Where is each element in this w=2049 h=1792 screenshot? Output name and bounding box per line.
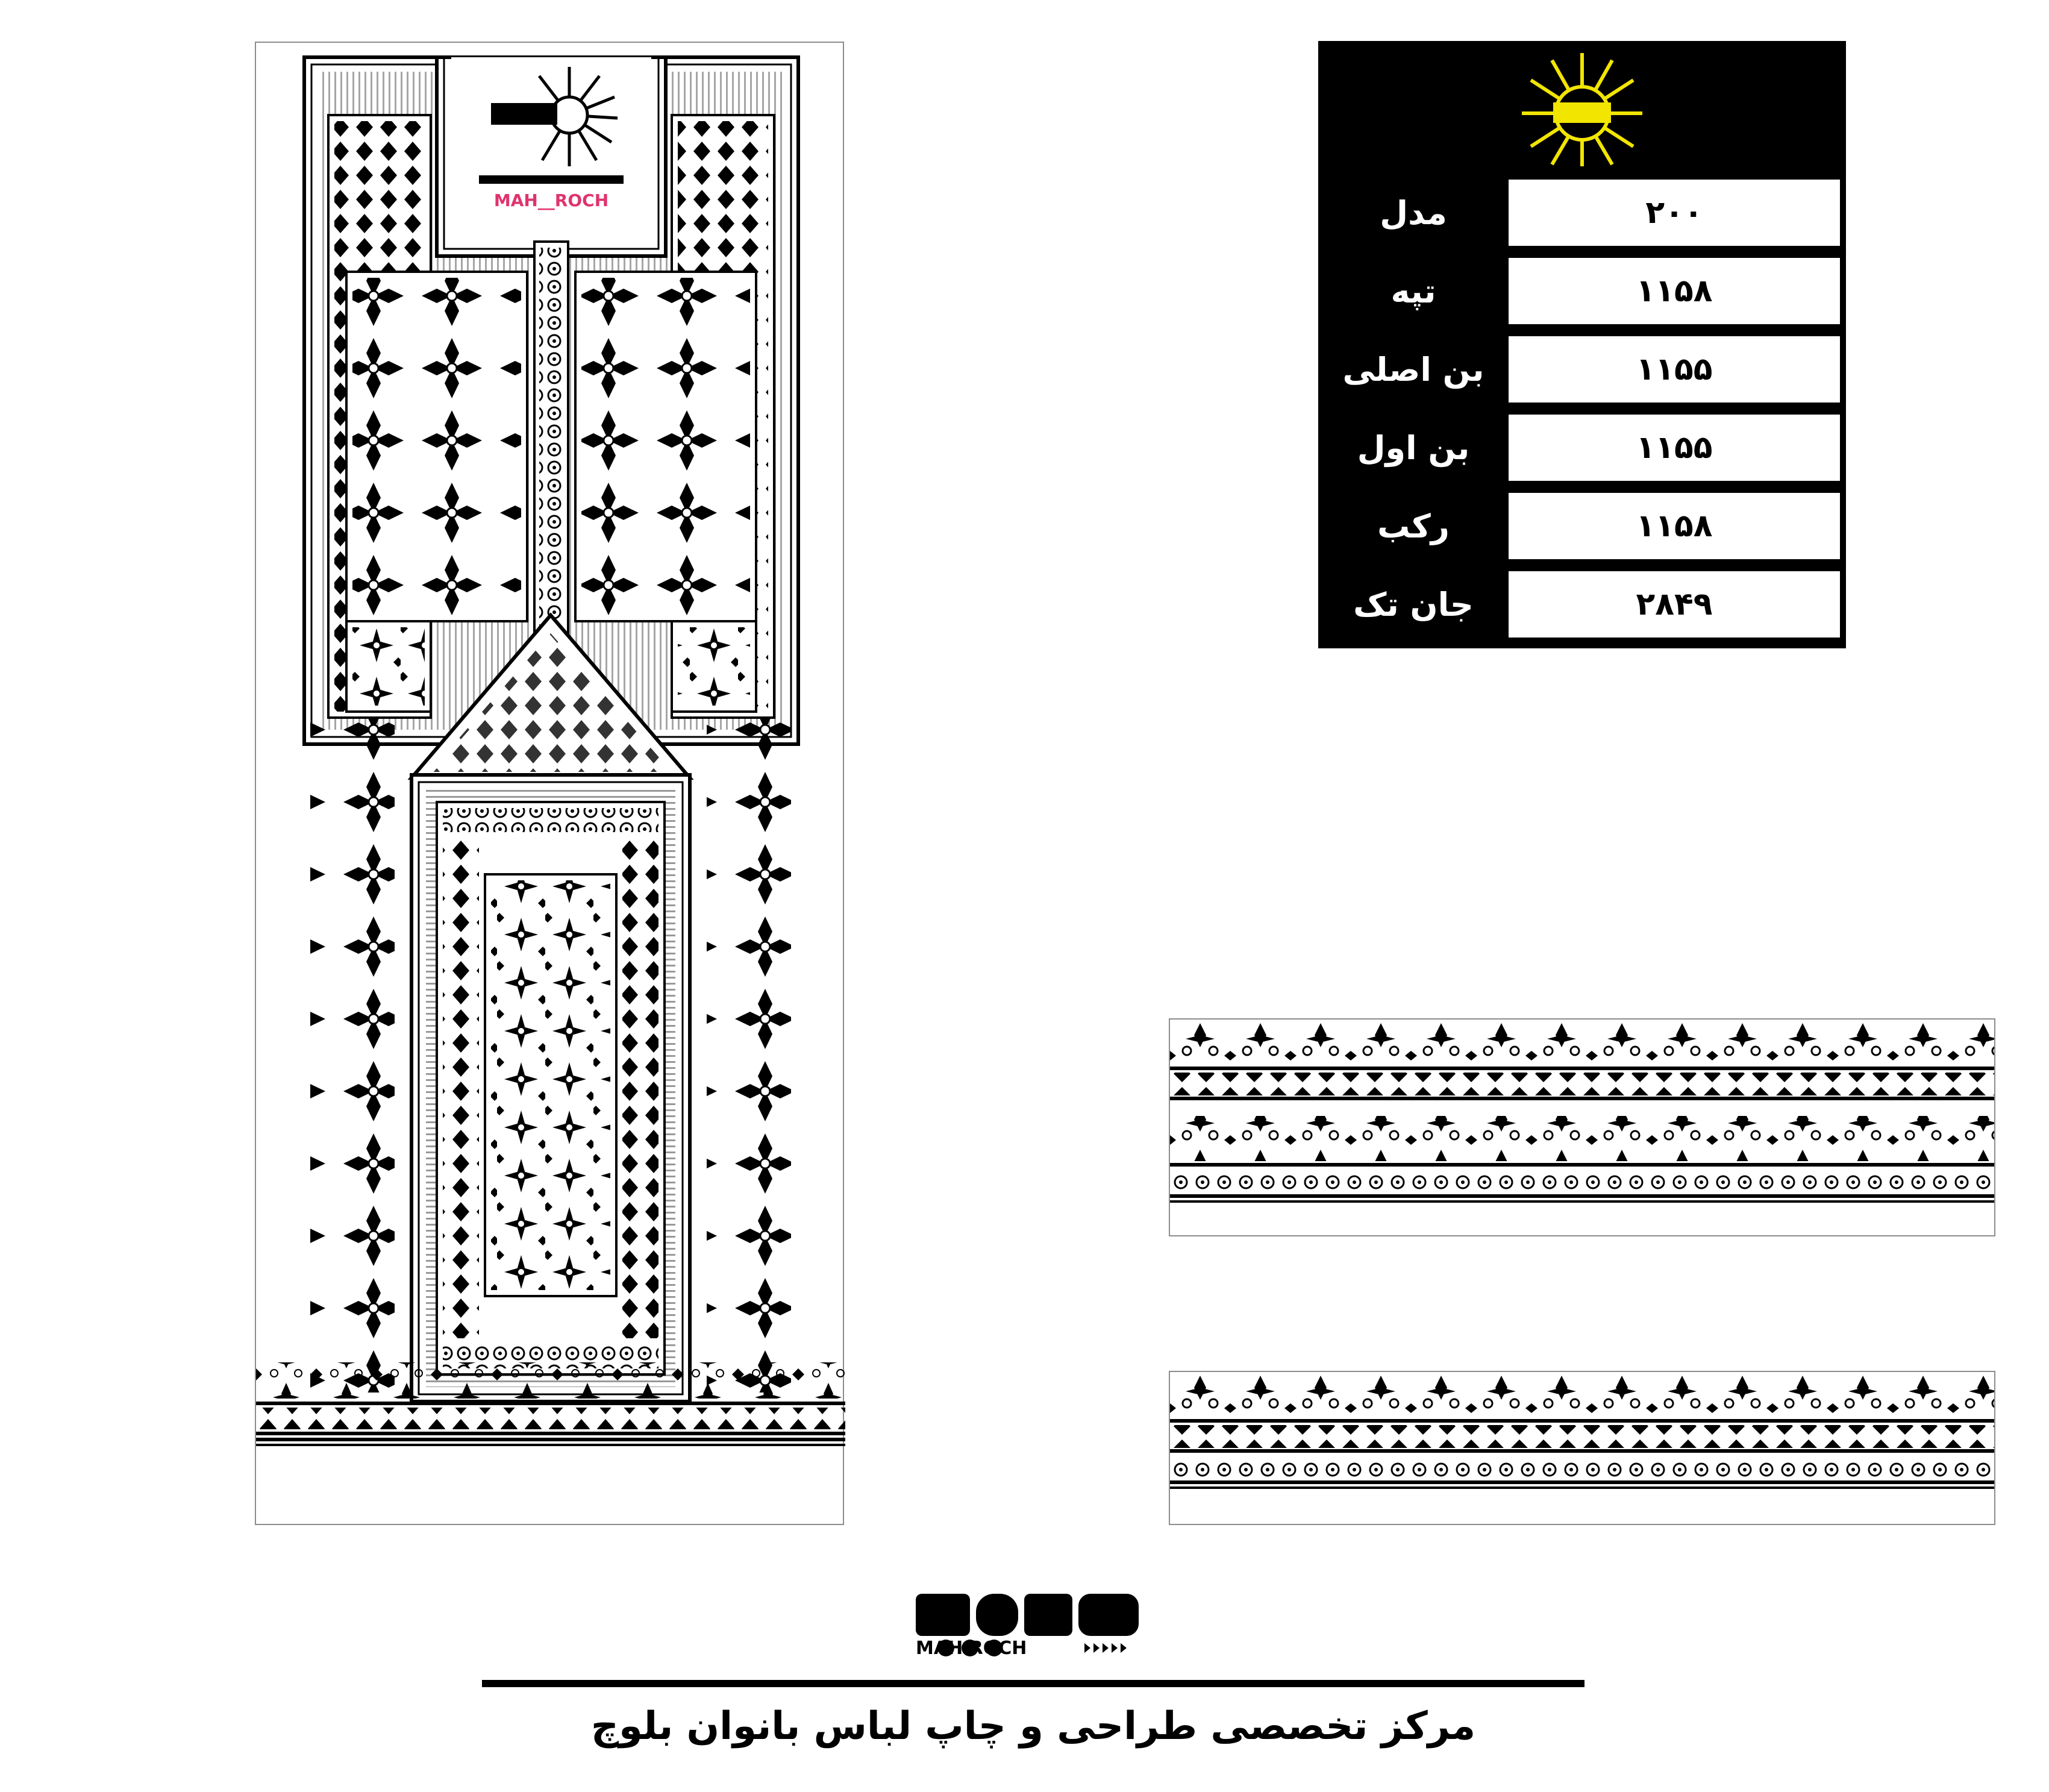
spec-row-model bbox=[1324, 177, 1840, 248]
neck-logo bbox=[467, 55, 636, 230]
spec-row-first-hem bbox=[1324, 412, 1840, 483]
spec-label: جان تک bbox=[1324, 569, 1503, 640]
sun-logo-icon bbox=[1516, 47, 1648, 168]
spec-row-cuff bbox=[1324, 490, 1840, 562]
spec-row-body bbox=[1324, 569, 1840, 640]
hem-border-strip bbox=[1169, 1371, 1995, 1525]
spec-row-tappeh bbox=[1324, 255, 1840, 327]
sun-logo-icon bbox=[467, 55, 636, 175]
spec-value: ۲۸۴۹ bbox=[1509, 571, 1840, 638]
footer-brand-latin: MAH ROCH bbox=[916, 1638, 1027, 1659]
hem-border-art bbox=[1170, 1372, 1994, 1524]
spec-value: ۱۱۵۸ bbox=[1509, 258, 1840, 324]
footer-tagline: مرکز تخصصی طراحی و چاپ لباس بانوان بلوچ bbox=[590, 1704, 1476, 1749]
dress-pattern-panel bbox=[255, 42, 844, 1525]
spec-label: مدل bbox=[1324, 177, 1503, 248]
dress-pattern-art bbox=[256, 43, 845, 1526]
spec-value: ۱۱۵۵ bbox=[1509, 336, 1840, 403]
cuff-border-strip bbox=[1169, 1018, 1995, 1236]
spec-value: ۲۰۰ bbox=[1509, 180, 1840, 246]
neck-logo-rule bbox=[479, 175, 624, 184]
spec-label: بن اول bbox=[1324, 412, 1503, 483]
neck-logo-instagram-handle: MAH__ROCH bbox=[493, 190, 609, 210]
spec-logo bbox=[1318, 41, 1846, 174]
spec-value: ۱۱۵۸ bbox=[1509, 493, 1840, 559]
spec-table bbox=[1318, 41, 1846, 648]
spec-label: تپه bbox=[1324, 255, 1503, 327]
footer-divider bbox=[482, 1680, 1584, 1687]
spec-label: بن اصلی bbox=[1324, 334, 1503, 405]
cuff-border-art bbox=[1170, 1020, 1994, 1235]
spec-value: ۱۱۵۵ bbox=[1509, 415, 1840, 481]
spec-row-main-hem bbox=[1324, 334, 1840, 405]
spec-label: رکب bbox=[1324, 490, 1503, 562]
